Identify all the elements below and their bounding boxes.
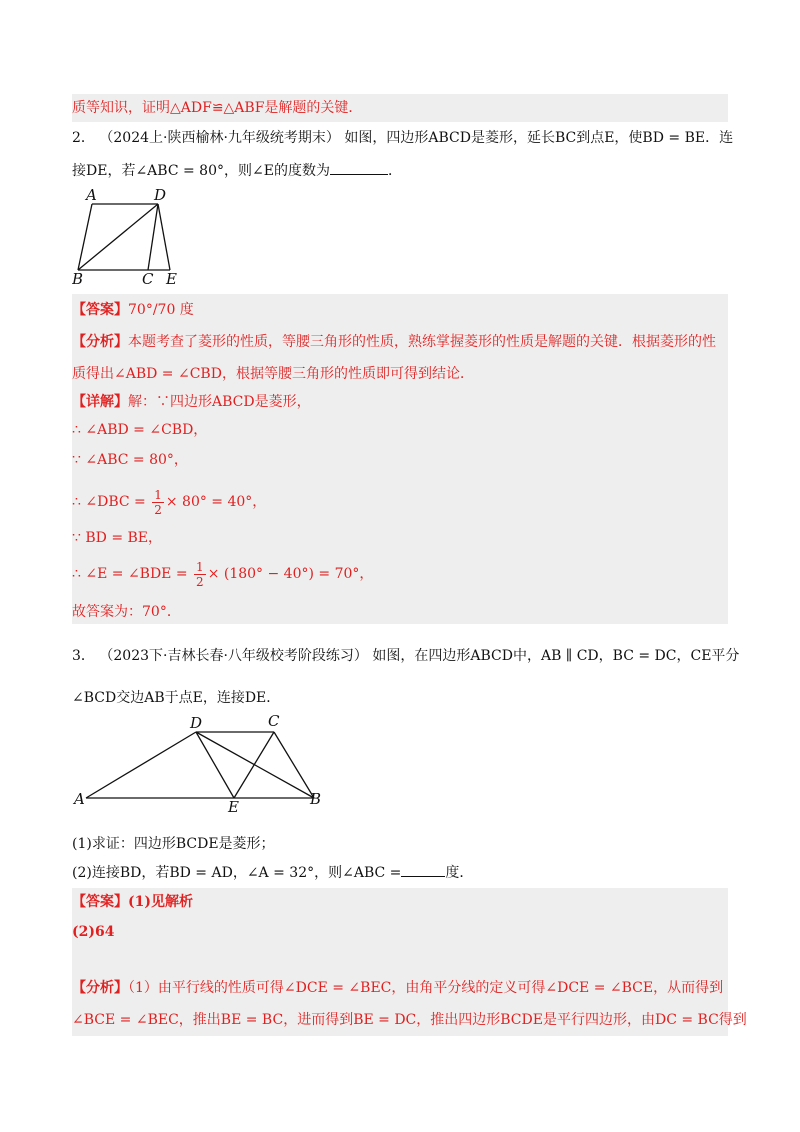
q2-answer-tag: 【答案】 [72, 302, 128, 318]
q2-step-3 [72, 486, 266, 518]
q2-conclusion: 故答案为：70°． [72, 604, 181, 620]
q2-label-d: D [154, 186, 167, 204]
q2-seg-dc [148, 204, 158, 270]
q3-part1: (1)求证：四边形BCDE是菱形； [72, 836, 275, 852]
q2-answer-blank [330, 160, 388, 175]
q3-answer-tag: 【答案】 [72, 894, 128, 910]
q2-stem: 如图，四边形ABCD是菱形，延长BC到点E，使BD = BE．连 [344, 130, 734, 146]
q2-stem-line2 [72, 160, 402, 181]
q3-label-b: B [310, 790, 322, 808]
q3-part2-blank [401, 862, 445, 877]
q3-label-c: C [268, 714, 280, 730]
q2-frac5-num: 1 [196, 559, 204, 574]
q2-frac5-den: 2 [196, 574, 204, 589]
q3-seg-db [196, 732, 314, 798]
q3-seg-ad [86, 732, 196, 798]
q2-analysis-line1 [72, 332, 716, 352]
q2-step-5-fraction [194, 560, 206, 589]
q3-part2-end: 度． [445, 865, 474, 881]
q2-answer-line [72, 300, 194, 320]
q2-step-3-fraction [152, 488, 164, 517]
q2-detail-intro: 解：∵四边形ABCD是菱形， [128, 394, 311, 410]
q3-part2 [72, 862, 473, 883]
q3-analysis-line1 [72, 978, 723, 998]
q2-frac-num: 1 [154, 487, 162, 502]
q3-number: 3． [72, 648, 95, 664]
prev-analysis-tail: 质等知识，证明△ADF≌△ABF是解题的关键． [72, 100, 363, 116]
q3-stem-line1 [72, 646, 739, 666]
q3-stem: 如图，在四边形ABCD中，AB ∥ CD，BC = DC，CE平分 [372, 648, 740, 664]
q2-source: （2024上·陕西榆林·九年级统考期末） [99, 130, 340, 146]
q2-detail-tag: 【详解】 [72, 394, 128, 410]
q2-step-3-lead: ∴ ∠DBC = [72, 494, 146, 510]
q2-step-5 [72, 558, 373, 590]
q2-label-b: B [72, 270, 84, 286]
q2-label-a: A [86, 186, 97, 204]
q2-stem-line1 [72, 128, 733, 148]
q2-number: 2． [72, 130, 95, 146]
q3-answer-2: (2)64 [72, 924, 115, 940]
q2-analysis-tag: 【分析】 [72, 334, 128, 350]
q3-label-d: D [190, 714, 203, 732]
q2-step-4: ∵ BD = BE， [72, 530, 163, 546]
q3-stem-line2: ∠BCD交边AB于点E，连接DE． [72, 690, 281, 706]
q3-answer-line1 [72, 892, 193, 912]
q2-step-5-rest: × (180° − 40°) = 70°， [207, 566, 374, 582]
q2-label-c: C [142, 270, 154, 286]
q3-part2-text: (2)连接BD，若BD = AD，∠A = 32°，则∠ABC = [72, 865, 402, 881]
q2-figure [72, 186, 192, 286]
q2-analysis-text: 本题考查了菱形的性质，等腰三角形的性质，熟练掌握菱形的性质是解题的关键．根据菱形的性 [128, 334, 716, 350]
q2-step-5-lead: ∴ ∠E = ∠BDE = [72, 566, 188, 582]
q2-label-e: E [166, 270, 177, 286]
q2-analysis-line2: 质得出∠ABD = ∠CBD，根据等腰三角形的性质即可得到结论． [72, 366, 474, 382]
q2-detail-line [72, 392, 311, 412]
q3-label-e: E [228, 798, 239, 814]
q2-step-3-rest: × 80° = 40°， [165, 494, 267, 510]
q3-label-a: A [74, 790, 85, 808]
q2-frac-den: 2 [154, 502, 162, 517]
q2-step-2: ∵ ∠ABC = 80°， [72, 452, 188, 468]
q3-seg-cb [274, 732, 314, 798]
q2-seg-de [158, 204, 170, 270]
q2-stem-cont: 接DE，若∠ABC = 80°，则∠E的度数为 [72, 163, 330, 179]
q3-analysis-tag: 【分析】 [72, 980, 128, 996]
q3-analysis-line2: ∠BCE = ∠BEC，推出BE = BC，进而得到BE = DC，推出四边形BCDE是平行四边形，由DC = BC得到 [72, 1012, 747, 1028]
q2-step-1: ∴ ∠ABD = ∠CBD， [72, 422, 208, 438]
q3-figure [70, 714, 340, 814]
q3-source: （2023下·吉林长春·八年级校考阶段练习） [99, 648, 368, 664]
q3-analysis-text: （1）由平行线的性质可得∠DCE = ∠BEC，由角平分线的定义可得∠DCE = ∠BCE，从而得到 [128, 980, 724, 996]
q2-answer-value: 70°/70 度 [128, 302, 194, 318]
q3-answer-1: (1)见解析 [128, 894, 193, 910]
q2-stem-end: ． [387, 163, 402, 179]
